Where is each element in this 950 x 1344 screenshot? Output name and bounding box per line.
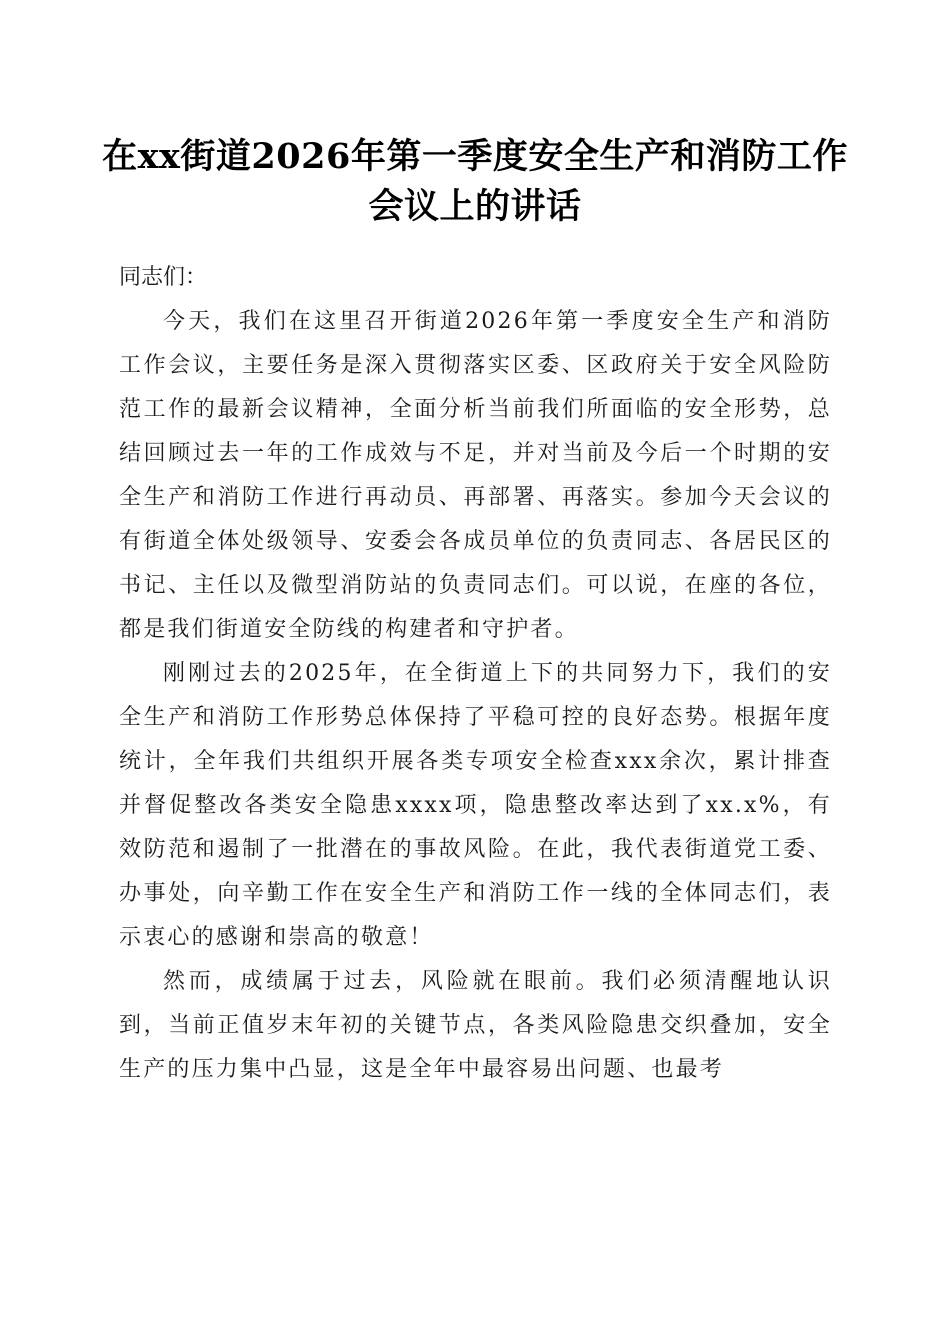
paragraph-1: 今天，我们在这里召开街道2026年第一季度安全生产和消防工作会议，主要任务是深入贯彻落实区委、区政府关于安全风险防范工作的最新会议精神，全面分析当前我们所面临的安全形势，总结回顾过去一年的工作成效与不足，并对当前及今后一个时期的安全生产和消防工作进行再动员、再部署、再落实。参加今天会议的有街道全体处级领导、安委会各成员单位的负责同志、各居民区的书记、主任以及微型消防站的负责同志们。可以说，在座的各位，都是我们街道安全防线的构建者和守护者。	[119, 309, 832, 642]
document-body	[119, 256, 832, 1092]
document-title: 在xx街道2026年第一季度安全生产和消防工作会议上的讲话	[102, 136, 848, 227]
paragraph-3: 然而，成绩属于过去，风险就在眼前。我们必须清醒地认识到，当前正值岁末年初的关键节点，各类风险隐患交织叠加，安全生产的压力集中凸显，这是全年中最容易出问题、也最考	[119, 969, 832, 1082]
paragraph-2: 刚刚过去的2025年，在全街道上下的共同努力下，我们的安全生产和消防工作形势总体保持了平稳可控的良好态势。根据年度统计，全年我们共组织开展各类专项安全检查xxx余次，累计排查并督促整改各类安全隐患xxxx项，隐患整改率达到了xx.x%，有效防范和遏制了一批潜在的事故风险。在此，我代表街道党工委、办事处，向辛勤工作在安全生产和消防工作一线的全体同志们，表示衷心的感谢和崇高的敬意！	[119, 661, 832, 950]
salutation: 同志们：	[119, 265, 208, 290]
